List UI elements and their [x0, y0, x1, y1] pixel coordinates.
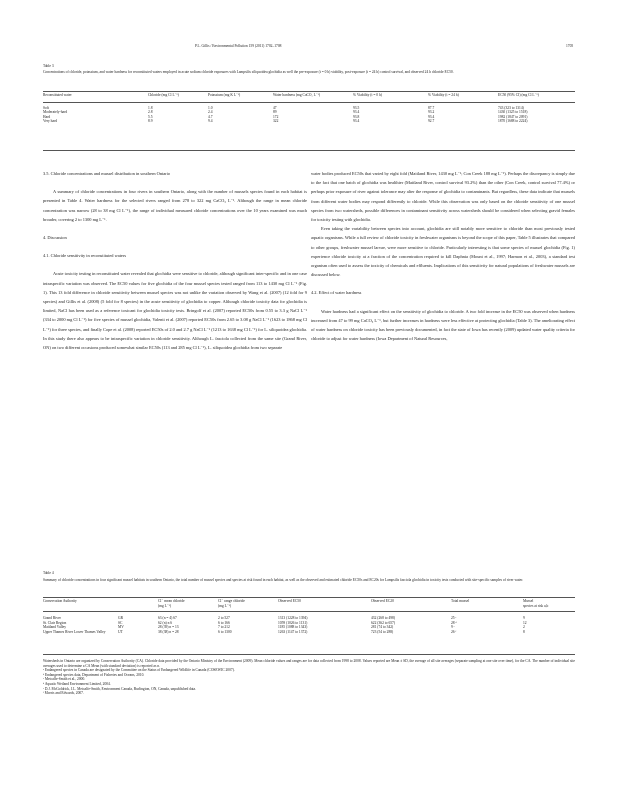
table-cell: 25 ᵉ [451, 616, 457, 621]
table-cell: 9 [523, 616, 525, 621]
table-cell: 93.4 [353, 110, 360, 115]
table-cell: 281 (74 to 342) [371, 625, 394, 630]
table3 [43, 93, 575, 124]
table-cell: 28 ᵈ [451, 620, 457, 625]
table3-bottom-rule [43, 150, 575, 151]
table-cell: 63 (n = 4) 67 [158, 616, 177, 621]
table-cell: 62 (n) n 6 [158, 620, 173, 625]
table-cell: 2.4 [208, 110, 213, 115]
table-cell: 1059 (1026 to 1131) [278, 620, 308, 625]
table-cell: SC [118, 620, 123, 625]
table4-header: Total mussel [451, 599, 470, 603]
table-cell: 8 [523, 629, 525, 634]
table-cell: 6 to 166 [218, 620, 230, 625]
table-cell: Grand River [43, 616, 61, 621]
table3-top-rule [43, 91, 575, 92]
table-cell: 2.8 [148, 110, 153, 115]
table-cell: MV [118, 625, 124, 630]
page-number: 1705 [566, 44, 574, 48]
table-cell: 1263 (1147 to 1372) [278, 629, 308, 634]
table3-header: Potassium (mg K L⁻¹) [208, 93, 241, 97]
table4-label: Table 4 [43, 571, 54, 575]
table4-footnotes [43, 659, 575, 696]
table3-caption: Concentrations of chloride, potassium, and water hardness for reconstituted waters employed in acute sodium chloride exposures with Lampsilis siliquoidea glochidia as well the pre-exposure (t = 0 h) viability, post-exposure (t = 24 h) control survival, and observed 24 h chloride EC50. [43, 70, 454, 74]
table-cell: Moderately-hard [43, 110, 68, 115]
footnote: ᵃ Endangered species in Canada are designated by the Committee on the Status of Endangered Wildlife in Canada (COSEWIC 2007). [43, 668, 235, 673]
table-cell: Maitland Valley [43, 625, 66, 630]
table-cell: Upper Thames River Lower Thames Valley [43, 629, 106, 634]
table-cell: 172 [273, 114, 279, 119]
table-cell: 7 to 212 [218, 625, 230, 630]
table-cell: 28 (39) n = 13 [158, 625, 179, 630]
table-cell: 47 [273, 105, 277, 110]
table-cell: 87.7 [428, 105, 435, 110]
footnote: Watersheds in Ontario are organized by Conservation Authority (CA). Chloride data provided by the Ontario Ministry of the Environment (2009). Mean chloride values and ranges are for data collected from 1998 to 2008. Values reported are Mean ± SD, the average of all site averages (separate sampling at one site over time), for the CA. The number of individual site averages used to determine a CA Mean (with standard deviation) is reported as n. [43, 659, 575, 668]
table-cell: 432 (268 to 498) [371, 616, 396, 621]
paragraph: Even taking the variability between species into account, glochidia are still notably more sensitive to chloride than most previously tested aquatic organisms. While a full review of chloride toxicity in freshwater organisms is beyond the scope of this paper, Table 5 illustrates that compared to other groups, freshwater mussel larvae, were more sensitive to chloride. Particularly interesting is that some species of mussel glochidia (Fig. 1) experience chloride toxicity at a fraction of the concentration required to kill Daphnia (Mount et al., 1997; Harmon et al., 2003), a standard test organism often used to assess the toxicity of chemicals and effluents. Implications of this sensitivity for natural populations of freshwater mussels are discussed below. [311, 226, 575, 278]
table-cell: 93.4 [353, 119, 360, 124]
table3-header: % Viability (t = 24 h) [428, 93, 459, 97]
table-cell: 89 [273, 110, 277, 115]
table4-header: Conservation Authority [43, 599, 77, 603]
table-cell: 743 (323 to 1314) [498, 105, 524, 110]
table4-header-row [43, 599, 575, 608]
table3-header: Chloride (mg Cl L⁻¹) [148, 93, 179, 97]
table-cell: 322 [273, 119, 279, 124]
paragraph: A summary of chloride concentrations in four rivers in southern Ontario, along with the number of mussels species found in each habitat is presented in Table 4. Water hardness for the selected rivers ranged from 278 to 322 mg CaCO₃ L⁻¹. Although the range in mean chloride concentration was narrow (28 to 38 mg Cl L⁻¹), the range of individual measured chloride concentrations over the 10 years examined was much broader, covering 2 to 1300 mg L⁻¹. [43, 189, 307, 222]
table-cell: 1.0 [208, 105, 213, 110]
table4-header: Cl⁻ range chloride (mg L⁻¹) [218, 599, 245, 608]
subsection-heading: 4.1. Chloride sensitivity in reconstituted waters [43, 253, 127, 259]
table-cell: GR [118, 616, 123, 621]
table4 [43, 599, 575, 635]
table-cell: 1.8 [148, 105, 153, 110]
table-cell: 622 (362 to 657) [371, 620, 396, 625]
table-cell: 2 to 527 [218, 616, 230, 621]
table3-label: Table 3 [43, 64, 54, 68]
table-cell: 1313 (1228 to 1394) [278, 616, 308, 621]
paragraph: water bodies produced EC50s that varied by eight fold (Maitland River, 1430 mg L⁻¹; Con Creek 188 mg L⁻¹). Perhaps the discrepancy is simply due to the fact that one batch of glochidia was healthier (Maitland River, control survival 93.2%) than the other (Con Creek, control survival 77.4%) or perhaps prior exposure of river against tolerance may alter the response of glochidia to contaminants. But regardless, these data indicate that mussels from different water bodies may respond differently to chloride. While this observation was only based on the chloride sensitivity of one mussel species from two watersheds, possible differences in contaminant sensitivity across watersheds should be considered when selecting gravid females for toxicity testing with glochidia. [311, 171, 575, 223]
table4-header: Mussel species at risk a,b [523, 599, 549, 608]
left-column [43, 169, 307, 352]
table-cell: 1982 (1847 to 2091) [498, 114, 528, 119]
section-heading: 4. Discussion [43, 235, 67, 241]
table4-caption: Summary of chloride concentrations in four significant mussel habitats in southern Ontario, the total number of mussel species and species at risk found in each habitat, as well as the observed and estimated chloride EC50s and EC20s for Lampsilis fasciola glochidia in toxicity tests conducted with site-specific samples of river water. [43, 578, 524, 582]
table-cell: Hard [43, 114, 51, 119]
footnote: ᶠ Morris and Edwards, 2007. [43, 691, 84, 696]
table-cell: 723 (54 to 288) [371, 629, 394, 634]
table4-header: Cl⁻ mean chloride (mg L⁻¹) [158, 599, 185, 608]
table3-header: Water hardness (mg CaCO₃ L⁻¹) [273, 93, 321, 97]
table4-header: Observed EC50 [278, 599, 301, 603]
footnote: ᶜ Metcalfe-Smith et al., 2000. [43, 677, 86, 682]
table4-header: Observed EC20 [371, 599, 394, 603]
table3-header: EC50 (95% CI) (mg Cl L⁻¹) [498, 93, 539, 97]
right-column [311, 169, 575, 343]
table-row [43, 630, 575, 635]
table-cell: 93.2 [428, 110, 435, 115]
table-cell: Very hard [43, 119, 58, 124]
table-cell: 12 [523, 620, 527, 625]
table-cell: St. Clair Region [43, 620, 67, 625]
table-cell: 93.8 [353, 114, 360, 119]
table-cell: 93.4 [428, 114, 435, 119]
footnote: ᵈ Aquatic Wetland Environment Limited, 2004. [43, 681, 111, 686]
table-cell: UT [118, 629, 123, 634]
table-cell: 1870 (1688 to 2224) [498, 119, 528, 124]
table-cell: 9.4 [208, 119, 213, 124]
table-cell: 1430 (1325 to 1518) [498, 110, 528, 115]
table-cell: 6 to 1300 [218, 629, 232, 634]
table-cell: 5.5 [148, 114, 153, 119]
subsection-heading: 4.2. Effect of water hardness [311, 290, 362, 296]
section-heading: 3.5. Chloride concentrations and mussel distribution in southern Ontario [43, 171, 171, 176]
table-cell: 93.5 [353, 105, 360, 110]
table-cell: Soft [43, 105, 49, 110]
table-cell: 26 ᶠ [451, 629, 457, 634]
table3-header: Reconstituted water [43, 93, 72, 97]
table3-header: % Viability (t = 0 h) [353, 93, 382, 97]
paragraph: Acute toxicity testing in reconstituted water revealed that glochidia were sensitive to chloride, although significant inter-specific and in one case intraspecific variation was observed. The EC50 values for five glochidia of the four mussel species tested ranged from 113 to 1430 mg Cl L⁻¹ (Fig. 1). This 13 fold difference in chloride sensitivity between mussel species was not unlike the variation observed by Wang et al. (2007) (12 fold for 9 species) and Gillis et al. (2008) (5 fold for 8 species) in the acute sensitivity of glochidia to copper. Although chloride toxicity data for glochidia is limited, NaCl has been used as a reference toxicant for glochidia toxicity tests. Bringolf et al. (2007) reported EC50s from 0.55 to 3.3 g NaCl L⁻¹ (334 to 2000 mg Cl L⁻¹) for five species of mussel glochidia, Valenti et al. (2007) reported EC50s from 2.65 to 3.08 g NaCl L⁻¹ (1623 to 1868 mg Cl L⁻¹) for three species, and finally Cope et al. (2008) reported EC50s of 2.0 and 2.7 g NaCl L⁻¹ (1213 to 1638 mg Cl L⁻¹) for L. siliquoidea glochidia. In this study there also appears to be intraspecific variation in chloride sensitivity. Although L. fasciola collected from the same site (Grand River, ON) on two different occasions produced somewhat similar EC50s (113 and 285 mg Cl L⁻¹), L. siliquoidea glochidia from two separate [43, 271, 307, 351]
footnote: ᵉ D.J. McGoldrick, J.L. Metcalfe-Smith, Environment Canada, Burlington, ON, Canada, unpublished data. [43, 686, 197, 691]
table-cell: 38 (38) n = 28 [158, 629, 179, 634]
running-header: P.L. Gillis / Environmental Pollution 159 (2011) 1702–1708 [195, 44, 282, 48]
table-cell: 4.7 [208, 114, 213, 119]
table-cell: 2 [523, 625, 525, 630]
paragraph: Water hardness had a significant effect on the sensitivity of glochidia to chloride. A two fold increase in the EC50 was observed when hardness increased from 47 to 99 mg CaCO₃ L⁻¹, but further increases in hardness were less effective at protecting glochidia (Table 3). The ameliorating effect of water hardness on chloride toxicity has been previously documented, in fact the state of Iowa has recently (2009) updated water quality criteria for chloride to adjust for water hardness (Iowa Department of Natural Resources, [311, 308, 575, 342]
table4-bottom-rule [43, 654, 575, 655]
table-cell: 8.9 [148, 119, 153, 124]
table-cell: 1185 (1088 to 1343) [278, 625, 308, 630]
table-cell: 9 ᵉ [451, 625, 455, 630]
table-row [43, 119, 575, 124]
table4-top-rule [43, 597, 575, 598]
table-cell: 92.7 [428, 119, 435, 124]
footnote: ᵇ Endangered species data, Department of Fisheries and Oceans, 2010. [43, 672, 145, 677]
